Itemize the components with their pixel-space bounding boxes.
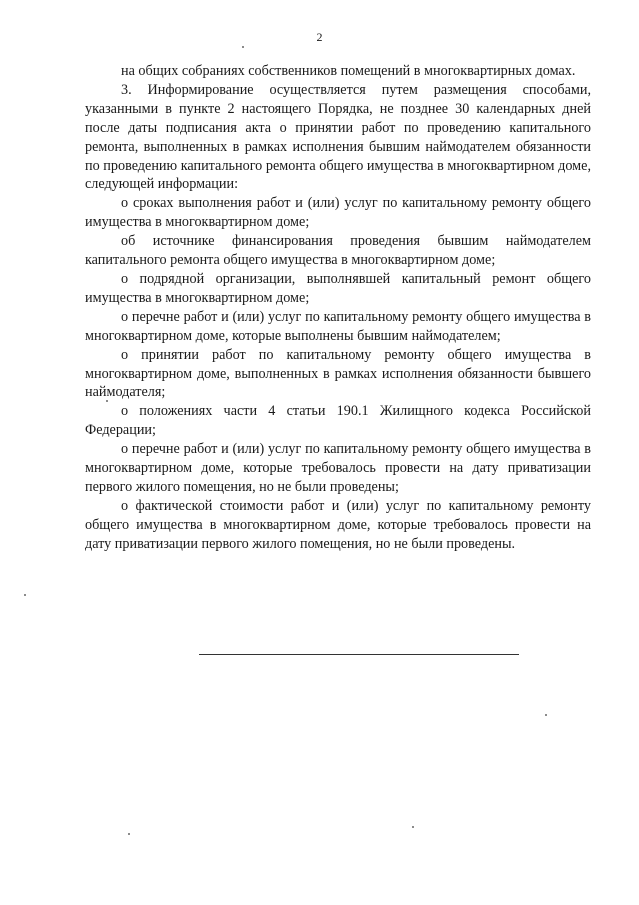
list-item-works-required: о перечне работ и (или) услуг по капитальному ремонту общего имущества в многоквартирном доме, которые требовалось провести на дату приватизации первого жилого помещения, но не были проведены; (85, 441, 591, 495)
paragraph-continuation: на общих собраниях собственников помещений в многоквартирных домах. (121, 63, 576, 79)
document-body (85, 62, 591, 554)
end-of-document-line (199, 654, 519, 655)
scan-speck (106, 400, 108, 402)
scan-speck (24, 594, 26, 596)
scan-speck (128, 833, 130, 835)
list-item-funding-source: об источнике финансирования проведения бывшим наймодателем капитального ремонта общего имущества в многоквартирном доме; (85, 233, 591, 269)
page-number: 2 (316, 30, 323, 44)
scan-speck (242, 46, 244, 48)
scan-speck (545, 714, 547, 716)
list-item-work-deadlines: о сроках выполнения работ и (или) услуг по капитальному ремонту общего имущества в многоквартирном доме; (85, 195, 591, 231)
list-item-contractor: о подрядной организации, выполнявшей капитальный ремонт общего имущества в многоквартирном доме; (85, 270, 591, 306)
list-item-housing-code: о положениях части 4 статьи 190.1 Жилищного кодекса Российской Федерации; (85, 403, 591, 439)
list-item-works-acceptance: о принятии работ по капитальному ремонту общего имущества в многоквартирном доме, выполненных в рамках исполнения обязанности бывшего наймодателя; (85, 346, 591, 401)
paragraph-item-3: 3. Информирование осуществляется путем размещения способами, указанными в пункте 2 настоящего Порядка, не позднее 30 календарных дней после даты подписания акта о принятии работ по проведению капитального ремонта, выполненных в рамках исполнения бывшим наймодателем обязанности по проведению капитального ремонта общего имущества в многоквартирном доме, следующей информации: (85, 81, 591, 193)
list-item-works-performed: о перечне работ и (или) услуг по капитальному ремонту общего имущества в многоквартирном доме, которые выполнены бывшим наймодателем; (85, 308, 591, 344)
scan-speck (412, 826, 414, 828)
list-item-actual-cost: о фактической стоимости работ и (или) услуг по капитальному ремонту общего имущества в многоквартирном доме, которые требовалось провести на дату приватизации первого жилого помещения, но не были проведены. (85, 497, 591, 552)
